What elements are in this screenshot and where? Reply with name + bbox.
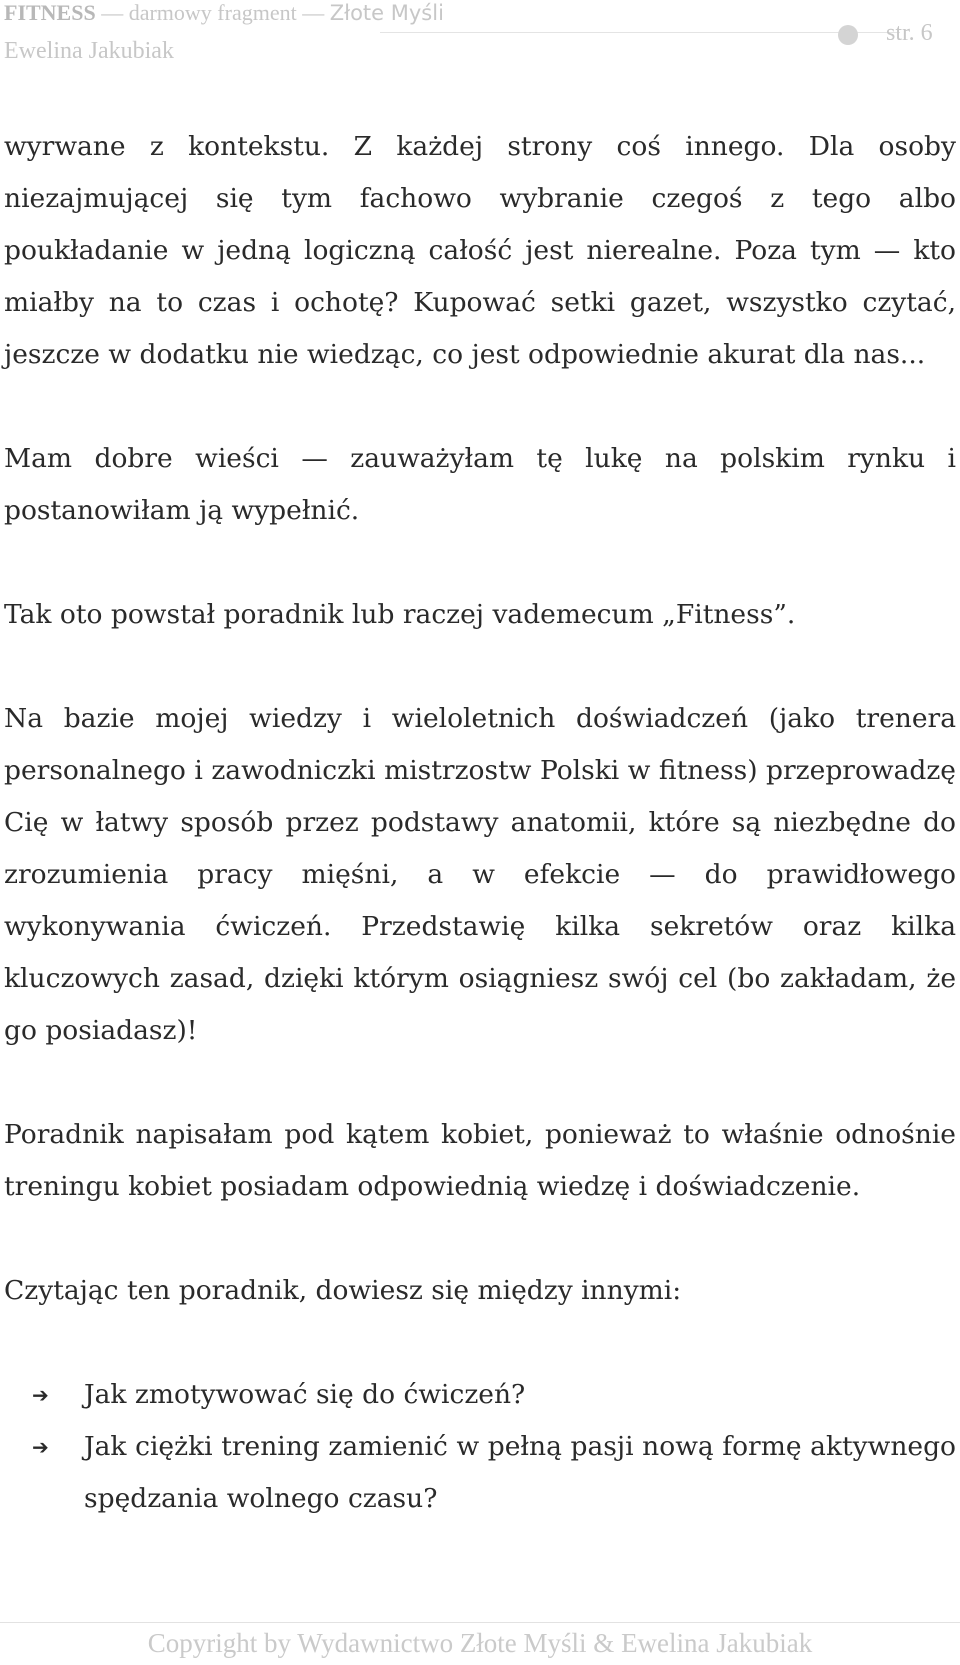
bullet-dot-icon xyxy=(838,25,858,45)
bullet-list xyxy=(4,1369,956,1525)
page-body xyxy=(4,121,956,1525)
list-item-text: Jak zmotywować się do ćwiczeń? xyxy=(84,1379,526,1410)
page-header xyxy=(0,0,960,80)
header-publisher: Złote Myśli xyxy=(329,1,444,25)
header-author: Ewelina Jakubiak xyxy=(4,38,174,64)
header-subtitle: darmowy fragment xyxy=(128,0,297,25)
paragraph: Mam dobre wieści — zauważyłam tę lukę na polskim rynku i postanowiłam ją wypełnić. xyxy=(4,443,956,526)
header-divider xyxy=(380,32,900,33)
paragraph: Czytając ten poradnik, dowiesz się między innymi: xyxy=(4,1275,682,1306)
paragraph: wyrwane z kontekstu. Z każdej strony coś innego. Dla osoby niezajmującej się tym fachowo wybranie czegoś z tego albo poukładanie w jedną logiczną całość jest nierealne. Poza tym — kto miałby na to czas i ochotę? Kupować setki gazet, wszystko czytać, jeszcze w dodatku nie wiedząc, co jest odpowiednie akurat dla nas... xyxy=(4,131,956,370)
arrow-right-icon: ➔ xyxy=(32,1435,49,1459)
header-separator: — xyxy=(101,0,124,25)
header-title-line xyxy=(4,0,444,26)
arrow-right-icon: ➔ xyxy=(32,1383,49,1407)
list-item-text: Jak ciężki trening zamienić w pełną pasji nową formę aktywnego spędzania wolnego czasu? xyxy=(84,1431,956,1514)
paragraph: Na bazie mojej wiedzy i wieloletnich doświadczeń (jako trenera personalnego i zawodniczki mistrzostw Polski w fitness) przeprowadzę Cię w łatwy sposób przez podstawy anatomii, które są niezbędne do zrozumienia pracy mięśni, a w efekcie — do prawidłowego wykonywania ćwiczeń. Przedstawię kilka sekretów oraz kilka kluczowych zasad, dzięki którym osiągniesz swój cel (bo zakładam, że go posiadasz)! xyxy=(4,703,956,1046)
list-item xyxy=(4,1369,956,1421)
book-title: FITNESS xyxy=(4,0,96,25)
page-number: str. 6 xyxy=(886,20,933,46)
footer-copyright: Copyright by Wydawnictwo Złote Myśli & Ewelina Jakubiak xyxy=(147,1628,813,1658)
footer-divider xyxy=(0,1622,960,1623)
paragraph: Poradnik napisałam pod kątem kobiet, ponieważ to właśnie odnośnie treningu kobiet posiadam odpowiednią wiedzę i doświadczenie. xyxy=(4,1119,956,1202)
paragraph: Tak oto powstał poradnik lub raczej vademecum „Fitness”. xyxy=(4,599,796,630)
header-separator-2: — xyxy=(302,0,325,25)
list-item xyxy=(4,1421,956,1525)
